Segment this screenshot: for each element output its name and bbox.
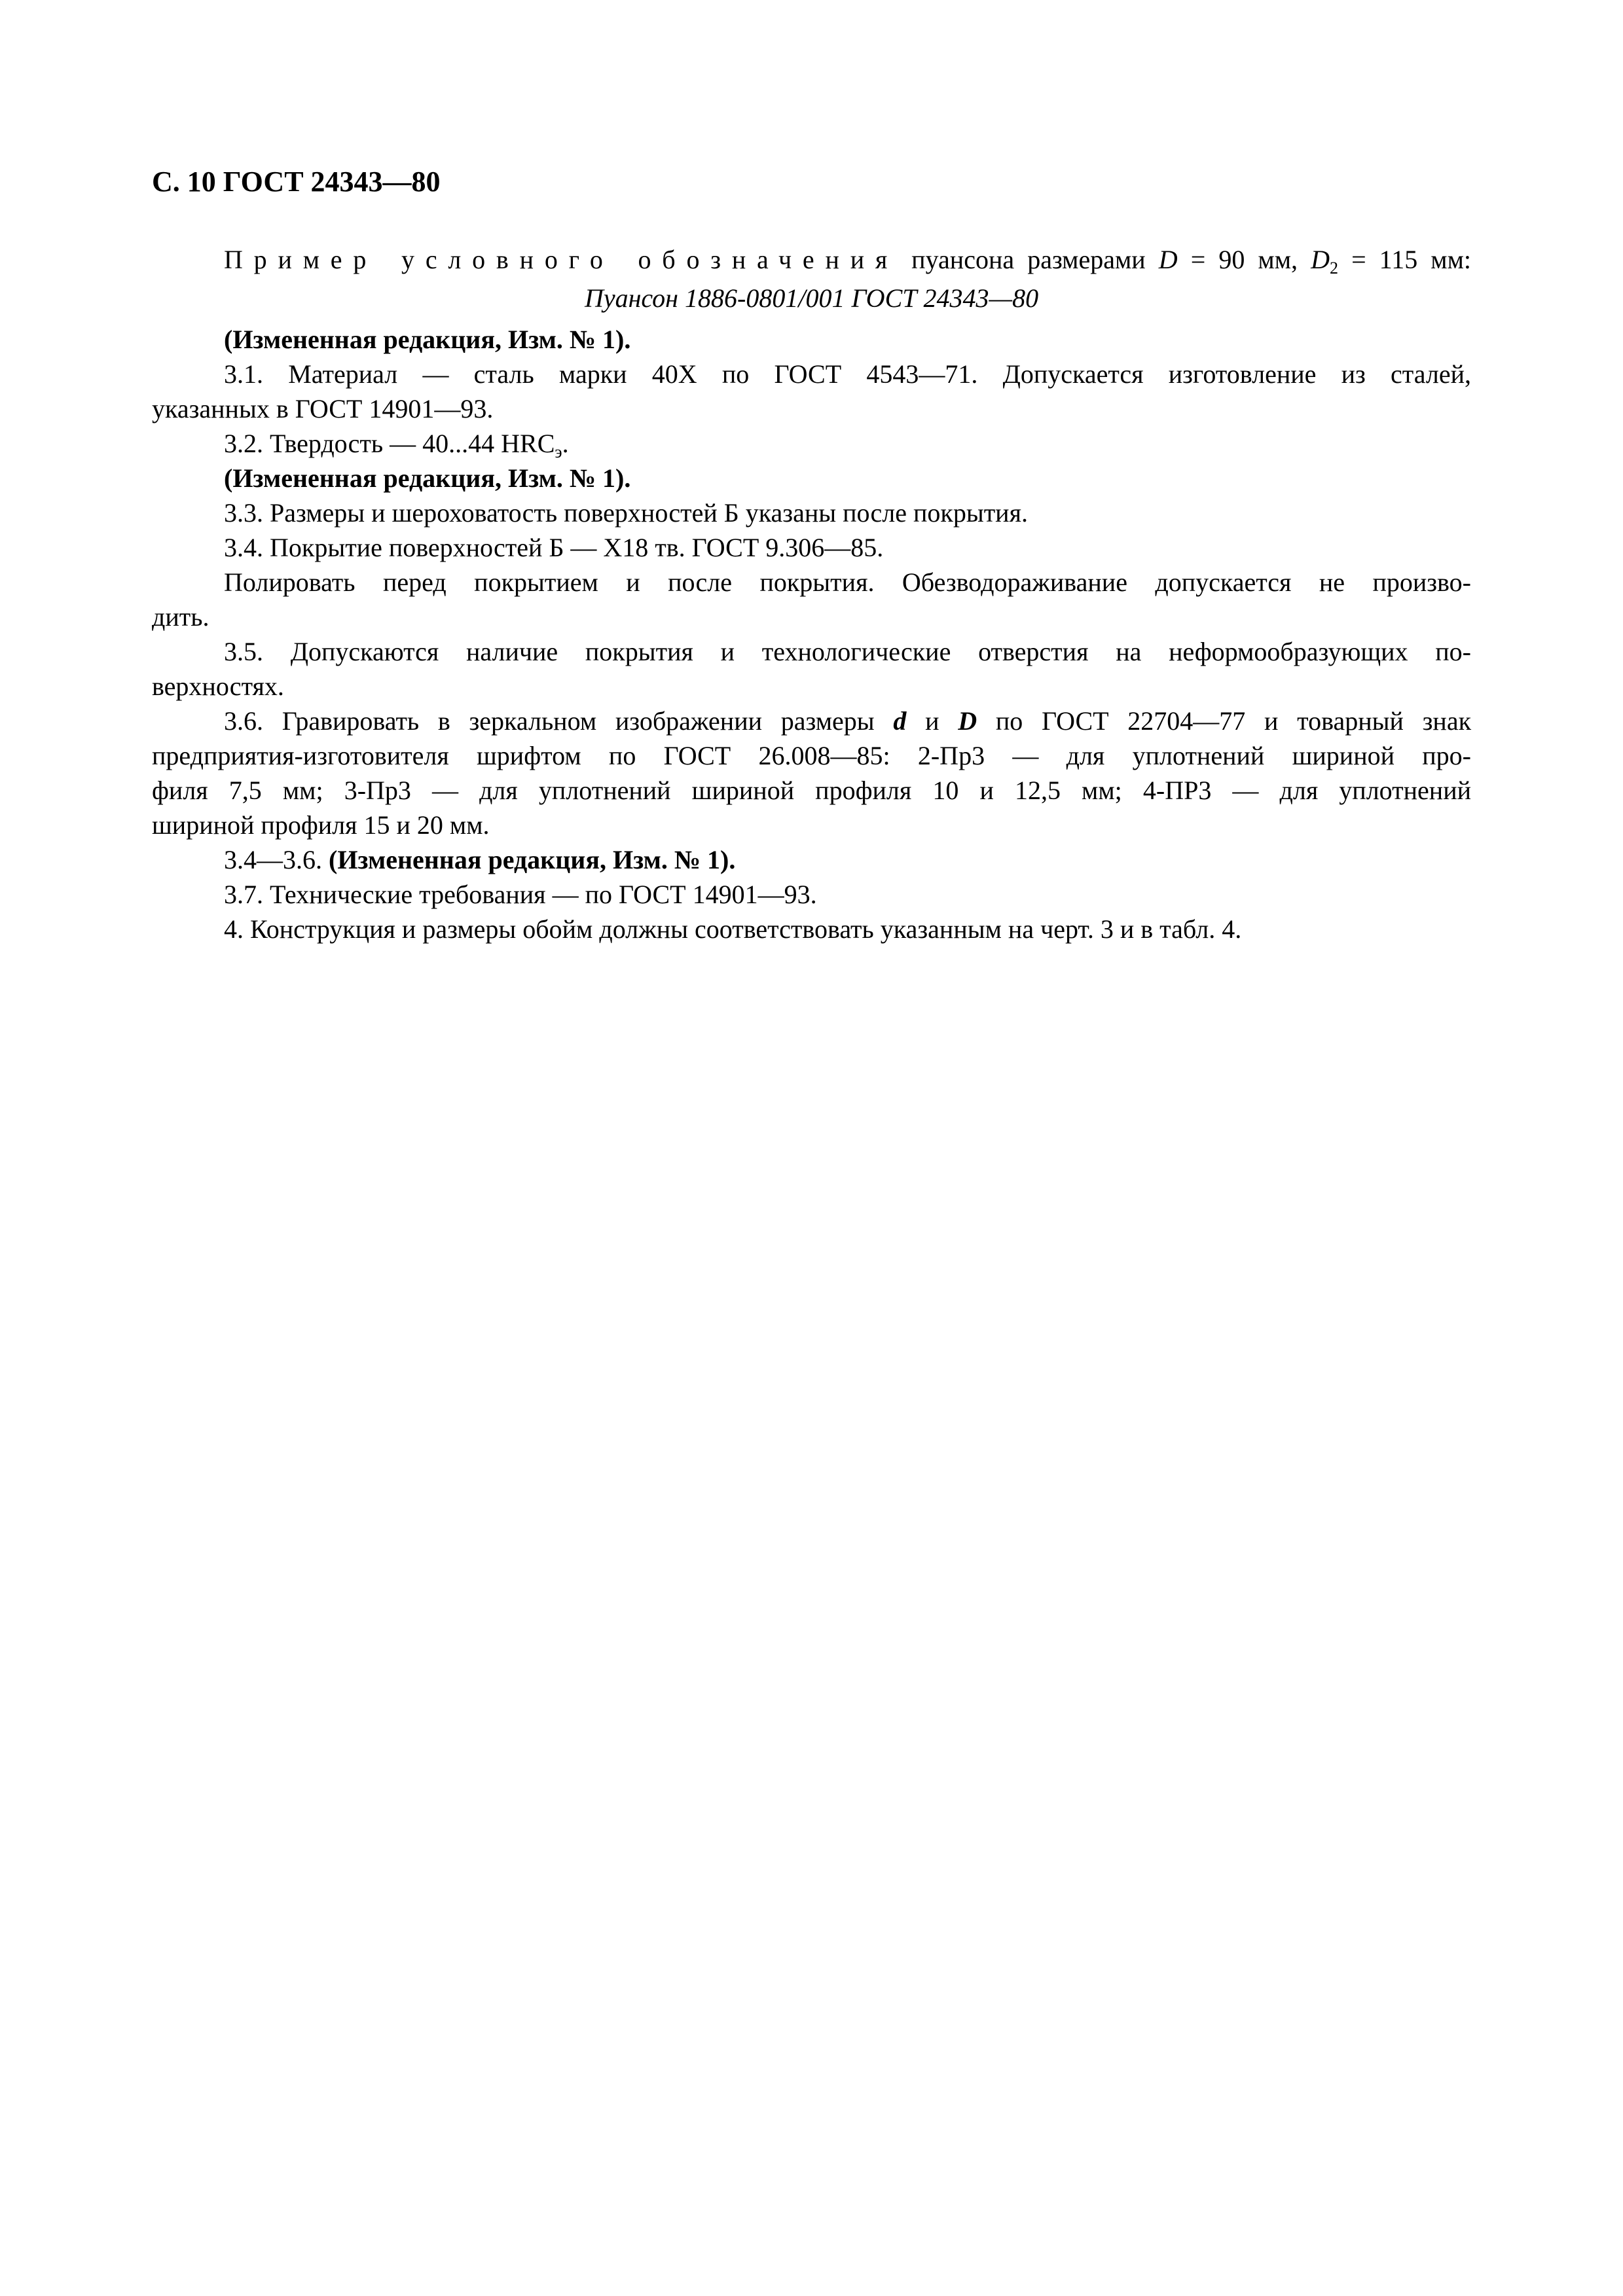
d2-subscript: 2 xyxy=(1330,259,1338,278)
para-3-5-line1: 3.5. Допускаются наличие покрытия и технологические отверстия на неформообразующих по- xyxy=(224,637,1471,666)
revision-note-1: (Измененная редакция, Изм. № 1). xyxy=(224,325,631,354)
d-value: = 90 мм, xyxy=(1177,245,1311,274)
para-3-2-text: 3.2. Твердость — 40...44 HRC xyxy=(224,429,555,458)
para-polish-line1: Полировать перед покрытием и после покрытия. Обезводораживание допускается не произво- xyxy=(224,567,1471,597)
para-3-5-line2: верхностях. xyxy=(152,672,284,701)
para-3-6-line3: филя 7,5 мм; 3-Пр3 — для уплотнений шириной профиля 10 и 12,5 мм; 4-ПР3 — для уплотнений xyxy=(152,776,1471,805)
document-body xyxy=(152,242,1471,946)
example-label: Пример условного обозначения xyxy=(224,245,899,274)
d-upper-symbol: D xyxy=(958,706,977,736)
page-header: С. 10 ГОСТ 24343—80 xyxy=(152,166,441,198)
d-lower-symbol: d xyxy=(893,706,907,736)
hrc-subscript: э xyxy=(555,442,562,461)
revision-note-2: (Измененная редакция, Изм. № 1). xyxy=(224,463,631,493)
para-3-6-line4: шириной профиля 15 и 20 мм. xyxy=(152,810,490,840)
para-3-6-and: и xyxy=(906,706,958,736)
para-3-6-text: 3.6. Гравировать в зеркальном изображении размеры xyxy=(224,706,894,736)
para-3-3: 3.3. Размеры и шероховатость поверхностей Б указаны после покрытия. xyxy=(224,498,1028,528)
para-4: 4. Конструкция и размеры обойм должны соответствовать указанным на черт. 3 и в табл. 4. xyxy=(224,914,1242,944)
para-3-4-3-6 xyxy=(152,842,1471,877)
d-symbol: D xyxy=(1158,245,1178,274)
para-polish-line2: дить. xyxy=(152,602,210,632)
example-line xyxy=(152,242,1471,277)
example-designation: Пуансон 1886-0801/001 ГОСТ 24343—80 xyxy=(584,283,1039,313)
para-3-2 xyxy=(152,426,1471,461)
para-3-6-line2: предприятия-изготовителя шрифтом по ГОСТ 26.008—85: 2-Пр3 — для уплотнений шириной про- xyxy=(152,741,1471,770)
para-3-1-line2: указанных в ГОСТ 14901—93. xyxy=(152,394,494,423)
para-3-2-end: . xyxy=(562,429,569,458)
example-text: пуансона размерами xyxy=(898,245,1159,274)
d2-value: = 115 мм: xyxy=(1338,245,1471,274)
revision-note-3: (Измененная редакция, Изм. № 1). xyxy=(329,845,736,874)
para-3-7: 3.7. Технические требования — по ГОСТ 14901—93. xyxy=(224,880,817,909)
para-3-6-text-end: по ГОСТ 22704—77 и товарный знак xyxy=(977,706,1472,736)
d2-symbol: D xyxy=(1311,245,1330,274)
para-3-4-3-6-range: 3.4—3.6. xyxy=(224,845,329,874)
para-3-4: 3.4. Покрытие поверхностей Б — Х18 тв. ГОСТ 9.306—85. xyxy=(224,533,884,562)
para-3-6-line1 xyxy=(152,704,1471,738)
para-3-1-line1: 3.1. Материал — сталь марки 40Х по ГОСТ 4543—71. Допускается изготовление из сталей, xyxy=(224,359,1471,389)
